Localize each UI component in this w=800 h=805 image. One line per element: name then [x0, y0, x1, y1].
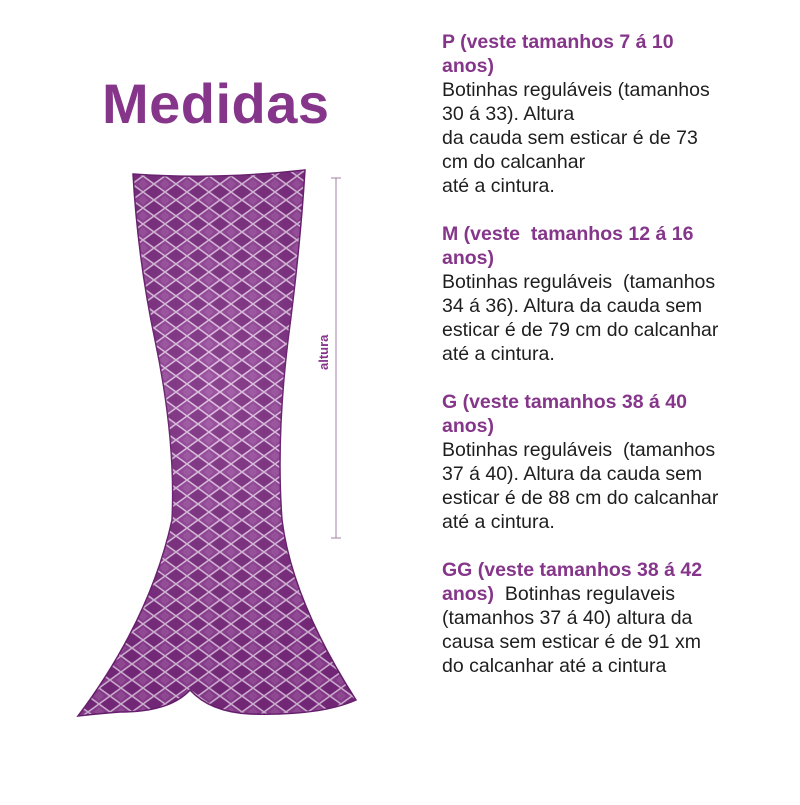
size-description: 34 á 36). Altura da cauda sem: [442, 295, 703, 317]
size-description: causa sem esticar é de 91 xm: [442, 631, 702, 653]
size-description: esticar é de 79 cm do calcanhar: [442, 319, 719, 341]
height-label: altura: [316, 334, 331, 370]
size-description: até a cintura.: [442, 343, 555, 365]
size-gg: [442, 558, 787, 678]
size-description: Botinhas reguláveis (tamanhos: [442, 271, 716, 293]
size-heading: GG (veste tamanhos 38 á 42: [442, 559, 703, 581]
page-title: Medidas: [102, 72, 330, 135]
size-g: [442, 390, 787, 534]
size-heading: anos): [442, 415, 495, 437]
size-heading-with-text: [442, 582, 787, 606]
size-p: [442, 30, 787, 198]
size-description: Botinhas reguláveis (tamanhos: [442, 439, 716, 461]
size-description: do calcanhar até a cintura: [442, 655, 667, 677]
size-description: cm do calcanhar: [442, 151, 586, 173]
size-heading: anos): [442, 55, 495, 77]
size-description: até a cintura.: [442, 511, 555, 533]
size-description: Botinhas reguláveis (tamanhos: [442, 79, 710, 101]
size-description: 30 á 33). Altura: [442, 103, 575, 125]
size-heading: G (veste tamanhos 38 á 40: [442, 391, 687, 413]
size-heading: M (veste tamanhos 12 á 16: [442, 223, 694, 245]
size-description: até a cintura.: [442, 175, 555, 197]
size-heading: P (veste tamanhos 7 á 10: [442, 31, 674, 53]
size-description: Botinhas regulaveis: [494, 583, 676, 605]
size-description: esticar é de 88 cm do calcanhar: [442, 487, 719, 509]
size-heading-end: anos): [442, 583, 495, 605]
size-m: [442, 222, 787, 366]
size-description: da cauda sem esticar é de 73: [442, 127, 698, 149]
height-measure-line: [331, 178, 341, 538]
size-heading: anos): [442, 247, 495, 269]
size-list: [442, 30, 787, 702]
size-description: 37 á 40). Altura da cauda sem: [442, 463, 703, 485]
size-description: (tamanhos 37 á 40) altura da: [442, 607, 693, 629]
